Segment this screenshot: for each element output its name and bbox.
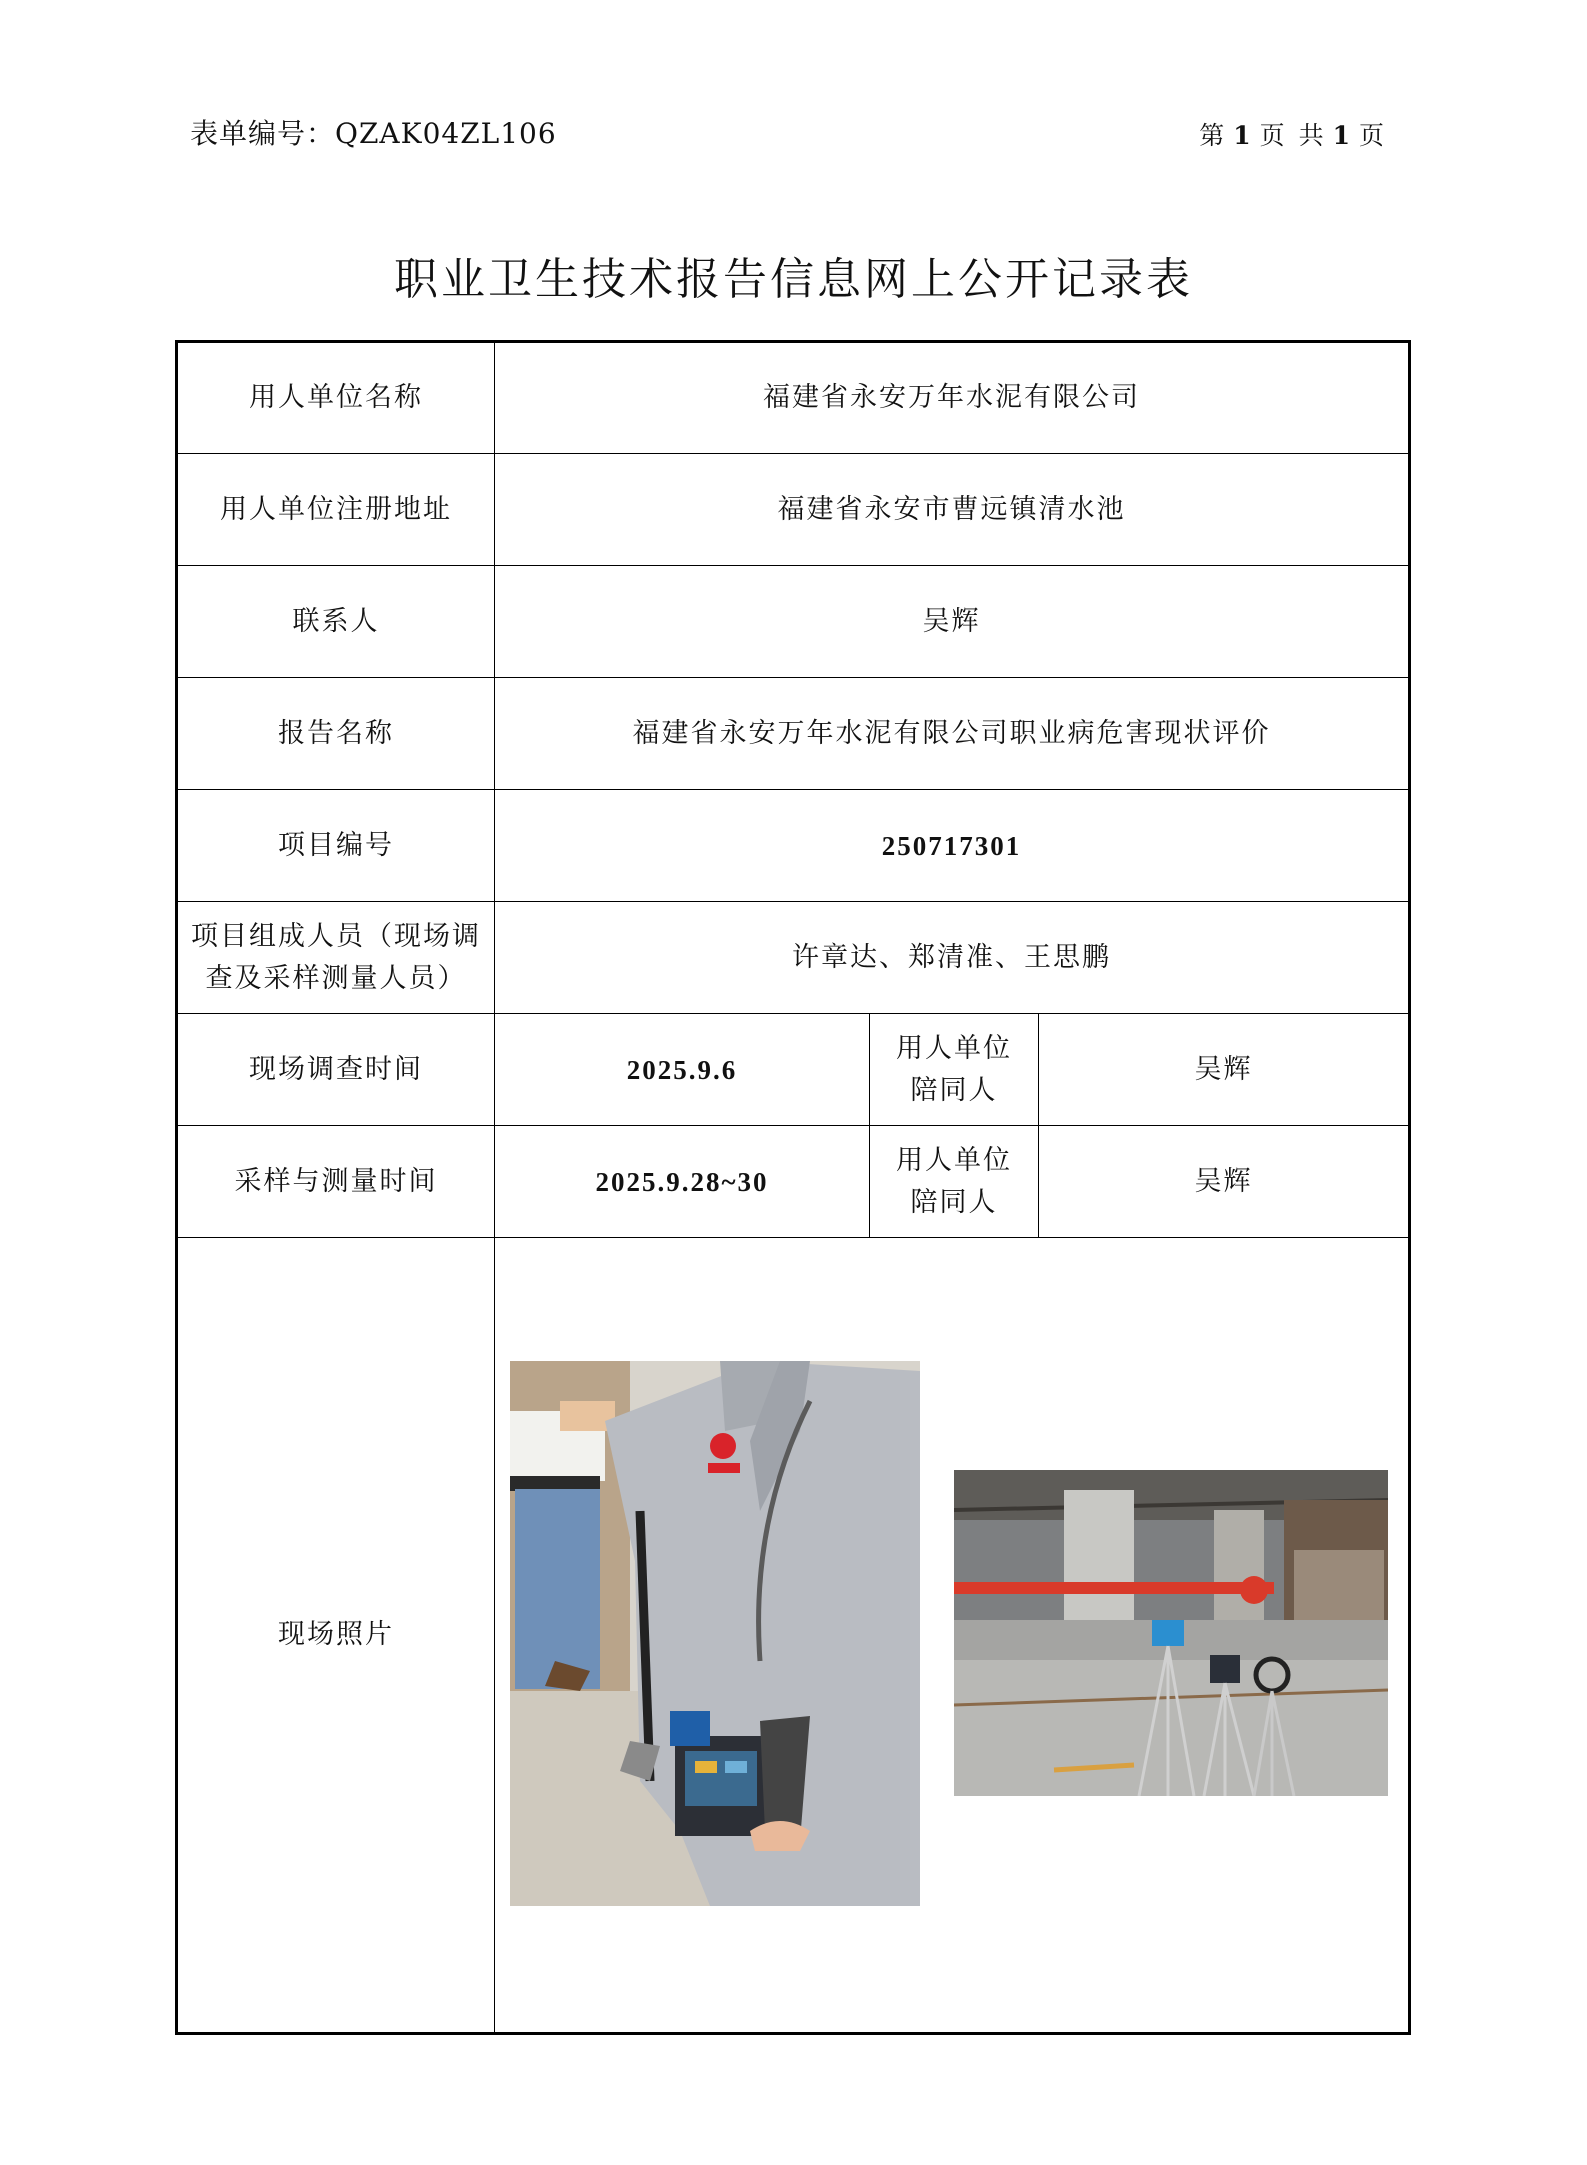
page-title: 职业卫生技术报告信息网上公开记录表 xyxy=(394,254,1193,305)
site-photo-sampling-tripods xyxy=(954,1470,1388,1796)
site-photo-sampling-image xyxy=(954,1470,1388,1796)
site-photo-worker xyxy=(510,1361,920,1906)
table-row-employer-address xyxy=(177,454,1410,566)
sampling-companion-value: 吴辉 xyxy=(1039,1126,1410,1238)
survey-companion-label xyxy=(870,1014,1039,1126)
contact-label: 联系人 xyxy=(177,566,495,678)
survey-companion-label-line2: 陪同人 xyxy=(910,1074,998,1106)
survey-companion-value: 吴辉 xyxy=(1039,1014,1410,1126)
employer-name-label: 用人单位名称 xyxy=(177,342,495,454)
table-row-project-no xyxy=(177,790,1410,902)
report-name-label: 报告名称 xyxy=(177,678,495,790)
survey-time-value: 2025.9.6 xyxy=(495,1014,870,1126)
sampling-companion-label-line2: 陪同人 xyxy=(910,1186,998,1218)
sampling-companion-label xyxy=(870,1126,1039,1238)
site-photo-worker-image xyxy=(510,1361,920,1906)
form-number xyxy=(190,112,557,152)
photos-label: 现场照片 xyxy=(177,1238,495,2034)
page-current: 1 xyxy=(1233,121,1254,150)
page-indicator xyxy=(1199,116,1387,152)
survey-time-label: 现场调查时间 xyxy=(177,1014,495,1126)
page-total: 1 xyxy=(1332,121,1353,150)
table-row-employer-name xyxy=(177,342,1410,454)
page-mid: 页 共 xyxy=(1259,121,1327,150)
sampling-companion-label-line1: 用人单位 xyxy=(896,1144,1012,1176)
team-label xyxy=(177,902,495,1014)
table-row-photos xyxy=(177,1238,1410,2034)
table-row-report-name xyxy=(177,678,1410,790)
page-prefix: 第 xyxy=(1199,121,1228,150)
employer-address-value: 福建省永安市曹远镇清水池 xyxy=(495,454,1410,566)
table-row-team xyxy=(177,902,1410,1014)
team-label-line2: 查及采样测量人员） xyxy=(205,962,467,994)
form-number-value: QZAK04ZL106 xyxy=(335,117,557,150)
table-row-sampling-time xyxy=(177,1126,1410,1238)
record-table xyxy=(175,340,1411,2035)
sampling-time-value: 2025.9.28~30 xyxy=(495,1126,870,1238)
table-row-survey-time xyxy=(177,1014,1410,1126)
survey-companion-label-line1: 用人单位 xyxy=(896,1032,1012,1064)
contact-value: 吴辉 xyxy=(495,566,1410,678)
employer-address-label: 用人单位注册地址 xyxy=(177,454,495,566)
team-value: 许章达、郑清准、王思鹏 xyxy=(495,902,1410,1014)
photos-cell xyxy=(495,1238,1410,2034)
project-no-value: 250717301 xyxy=(495,790,1410,902)
table-row-contact xyxy=(177,566,1410,678)
team-label-line1: 项目组成人员（现场调 xyxy=(191,920,481,952)
sampling-time-label: 采样与测量时间 xyxy=(177,1126,495,1238)
report-name-value: 福建省永安万年水泥有限公司职业病危害现状评价 xyxy=(495,678,1410,790)
project-no-label: 项目编号 xyxy=(177,790,495,902)
page-suffix: 页 xyxy=(1358,121,1387,150)
employer-name-value: 福建省永安万年水泥有限公司 xyxy=(495,342,1410,454)
form-number-label: 表单编号： xyxy=(190,117,336,150)
